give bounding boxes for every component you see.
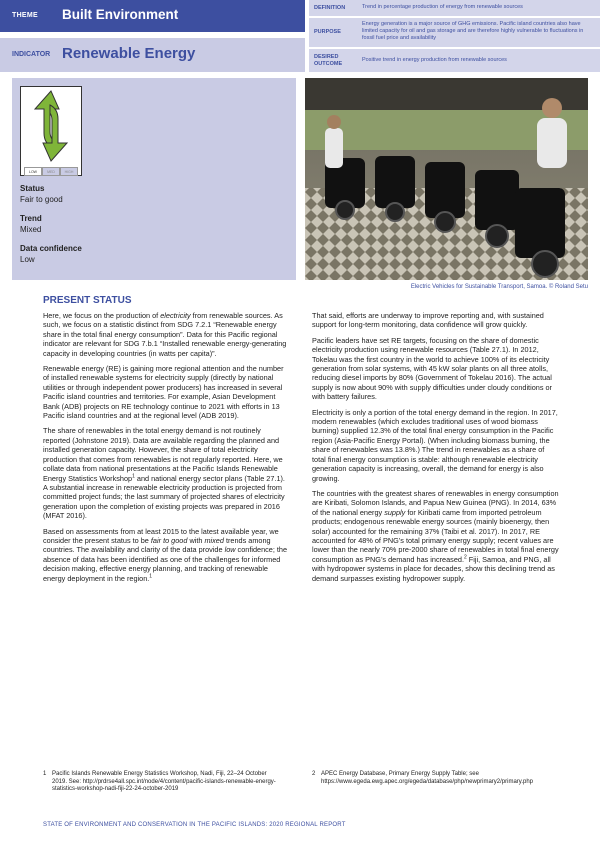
emphasis: electricity <box>160 311 191 320</box>
indicator-label: INDICATOR <box>12 51 51 58</box>
header-theme-indicator <box>0 0 305 72</box>
photo-electric-scooters <box>305 78 588 280</box>
footnote-1 <box>43 771 283 794</box>
status-block <box>20 184 63 204</box>
text-run: from renewable sources. As such, we focus on a statistic distinct from SDG 7.2.1 “Renewable energy share in the total final energy consumption”. Data for this Pacific regional indicator are relevant for SDG 7.b.1 “Installed renewable energy-generating capacity in developing countries (in watts per capita)”. <box>43 311 287 358</box>
theme-row <box>0 0 305 32</box>
footnote-2 <box>312 771 552 786</box>
left-paragraph-2: Renewable energy (RE) is gaining more regional attention and the number of installed renewable systems for electricity supply (directly by national utilities or through independent power producers) has increased in several Pacific island countries and territories. For example, Asian Development Bank (ADB) projects on RE technology continue to 2021 with efforts in 13 Pacific island countries and at the regional level (ADB 2019). <box>43 364 284 421</box>
left-paragraph-1 <box>43 311 290 358</box>
purpose-row <box>309 18 600 47</box>
purpose-text: Energy generation is a major source of GHG emissions. Pacific island countries also have limited capacity for oil and gas storage and are therefore highly vulnerable to fluctuations in fossil fuel price and availability <box>362 21 584 41</box>
section-title: PRESENT STATUS <box>43 295 132 306</box>
text-run: with <box>187 535 205 545</box>
desired-outcome-label <box>314 54 342 67</box>
confidence-value: Low <box>20 255 35 264</box>
confidence-key: Data confidence <box>20 244 82 253</box>
right-paragraph-1: That said, efforts are underway to improve reporting and, with sustained support for long-term monitoring, data confidence will grow quickly. <box>312 311 544 330</box>
emphasis: fair to good <box>150 535 188 545</box>
left-column <box>43 311 290 589</box>
footnote-ref: 1 <box>149 573 153 580</box>
desired-label-line1: DESIRED <box>314 54 339 60</box>
indicator-value: Renewable Energy <box>62 45 196 62</box>
photo-caption: Electric Vehicles for Sustainable Transport, Samoa. © Roland Setu <box>410 284 588 290</box>
confidence-gauge <box>24 167 78 176</box>
trend-block <box>20 214 42 234</box>
desired-label-line2: OUTCOME <box>314 60 343 67</box>
theme-label: THEME <box>12 12 38 19</box>
text-run: confidence; the absence of data has been identified as one of the challenges for informed decision making, effective energy planning, and tracking of renewable energy deployment in the region. <box>43 545 288 583</box>
theme-value: Built Environment <box>62 7 179 22</box>
indicator-panel <box>12 78 296 280</box>
desired-outcome-row <box>309 49 600 72</box>
cycle-arrows-icon <box>21 87 81 165</box>
header-definitions <box>309 0 600 72</box>
trend-key: Trend <box>20 214 42 223</box>
text-run: The share of renewables in the total energy demand is not routinely reported (Johnstone 2019). Data are available regarding the planned and installed generation capacity. However, the share of total electricity production that comes from renewables is not regularly reported. Here, we collate data from national presentations at the Pacific Islands Renewable Energy Statistics Workshop <box>43 426 283 483</box>
text-run: Fiji, Samoa, and PNG, all with hydropower systems in place for decades, show this declining trend as demand surpasses existing hydropower supply. <box>312 554 555 583</box>
text-run: and national energy sector plans (Table 27.1). A substantial increase in renewable electricity production is projected from committed project funds; the last summary of projected shares of electricity generation upon the completion of existing projects was prepared in 2016 (MFAT 2016). <box>43 473 285 521</box>
status-key: Status <box>20 184 45 193</box>
right-paragraph-4 <box>312 489 559 583</box>
footnote-ref: 2 <box>463 554 467 561</box>
photo-illustration <box>305 78 588 280</box>
footnote-2-text: APEC Energy Database, Primary Energy Supply Table; see https://www.egeda.ewg.apec.org/egeda/database/php/newprimary2/primary.php <box>321 771 534 785</box>
indicator-row <box>0 38 305 72</box>
left-paragraph-4 <box>43 527 290 583</box>
text-run: for Kiribati came from imported petroleum products; endogenous renewable energy sources (mainly bioenergy, then solar) accounted for the remaining 37% (Taibi et al. 2017). In 2017, RE accounted for 48% of PNG’s total primary energy supply; recent values are lower than the nearly 70% pre-2000 share of renewables in total final energy consumption as PNG’s demand has increased. <box>312 507 559 564</box>
gauge-low: LOW <box>24 167 42 176</box>
purpose-label: PURPOSE <box>314 29 341 35</box>
trend-icon-box <box>20 86 82 176</box>
emphasis: supply <box>384 507 406 517</box>
confidence-block <box>20 244 82 264</box>
trend-value: Mixed <box>20 225 42 234</box>
footnote-1-number: 1 <box>43 771 47 777</box>
gauge-high: HIGH <box>60 167 78 176</box>
footnote-ref: 1 <box>132 473 135 480</box>
definition-text: Trend in percentage production of energy from renewable sources <box>362 4 523 10</box>
text-run: Here, we focus on the production of <box>43 311 161 320</box>
definition-row <box>309 0 600 16</box>
report-footer: STATE OF ENVIRONMENT AND CONSERVATION IN THE PACIFIC ISLANDS: 2020 REGIONAL REPORT <box>43 822 346 828</box>
footnote-1-text: Pacific Islands Renewable Energy Statistics Workshop, Nadi, Fiji, 22–24 October 2019. See: http://prdrse4all.spc.int/node/4/content/pacific-islands-renewable-energy-statistics-workshop-nadi-fiji-22-24-october-2019 <box>52 771 276 793</box>
definition-label: DEFINITION <box>314 5 346 11</box>
text-run: trends among countries. The availability and clarity of the data provide <box>43 535 271 555</box>
footnote-2-number: 2 <box>312 771 316 777</box>
emphasis: mixed <box>204 535 224 545</box>
gauge-medium: MED <box>42 167 60 176</box>
left-paragraph-3 <box>43 426 290 520</box>
right-paragraph-3: Electricity is only a portion of the total energy demand in the region. In 2017, modern renewables (which excludes traditional uses of wood biomass burning) supplied 12.3% of the total final energy consumption in the Pacific region (Asia-Pacific Energy Portal). (When including biomass burning, the share of renewables was 13.8%.) The trend in renewables as a share of total final energy consumption is stable: although renewable electricity generation capacity is increasing, overall, the demand for energy is also growing. <box>312 407 558 483</box>
status-value: Fair to good <box>20 195 63 204</box>
right-column <box>312 311 559 589</box>
text-run: The countries with the greatest shares of renewables in energy consumption are Kiribati, Solomon Islands, and Papua New Guinea (PNG). In 2014, 63% of the national energy <box>312 488 559 517</box>
text-run: Based on assessments from at least 2015 to the latest available year, we consider the present status to be <box>43 526 279 545</box>
right-paragraph-2: Pacific leaders have set RE targets, focusing on the share of domestic electricity production using renewable resources (Table 27.1). In 2012, Tokelau was the first country in the world to achieve 100% of its electricity generation from solar systems, with 45 kW solar plants on all three atolls, reducing diesel imports by 80% (Government of Tokelau 2016). The actual supply is now about 90% with supply difficulties under cloudy conditions or with battery failures. <box>312 335 552 402</box>
emphasis: low <box>224 545 236 555</box>
desired-outcome-text: Positive trend in energy production from renewable sources <box>362 57 507 63</box>
